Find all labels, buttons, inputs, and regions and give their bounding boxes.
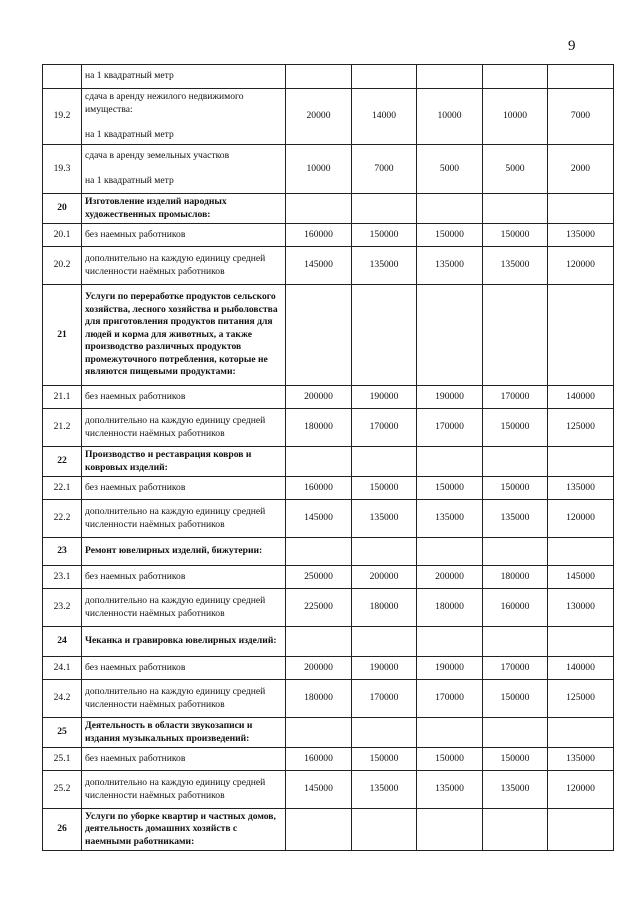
table-row: [43, 718, 614, 748]
value-cell: [286, 447, 352, 477]
value-cell: 160000: [286, 224, 352, 247]
value-cell: 150000: [483, 477, 548, 500]
value-cell: [417, 194, 483, 224]
value-cell: 135000: [352, 771, 417, 809]
value-cell: [548, 285, 614, 386]
value-cell: 190000: [352, 386, 417, 409]
row-description: Чеканка и гравировка ювелирных изделий:: [82, 627, 286, 657]
value-cell: 150000: [352, 224, 417, 247]
value-cell: 190000: [352, 657, 417, 680]
row-description: дополнительно на каждую единицу средней численности наёмных работников: [82, 589, 286, 627]
row-description: без наемных работников: [82, 477, 286, 500]
row-number: 23: [43, 538, 82, 566]
value-cell: [548, 194, 614, 224]
row-description: Услуги по уборке квартир и частных домов, деятельность домашних хозяйств с наемными работниками:: [82, 809, 286, 851]
value-cell: 135000: [483, 500, 548, 538]
row-description: дополнительно на каждую единицу средней численности наёмных работников: [82, 247, 286, 285]
value-cell: [417, 718, 483, 748]
value-cell: 170000: [483, 386, 548, 409]
value-cell: [352, 285, 417, 386]
value-cell: [548, 627, 614, 657]
table-row: [43, 477, 614, 500]
row-number: 20.2: [43, 247, 82, 285]
value-cell: [286, 809, 352, 851]
row-number: 20: [43, 194, 82, 224]
value-cell: [548, 65, 614, 89]
value-cell: [352, 809, 417, 851]
row-description: сдача в аренду нежилого недвижимого имущества: на 1 квадратный метр: [82, 89, 286, 145]
table-row: [43, 194, 614, 224]
value-cell: 150000: [417, 224, 483, 247]
table-row: [43, 771, 614, 809]
value-cell: 125000: [548, 409, 614, 447]
value-cell: [352, 447, 417, 477]
row-description: Деятельность в области звукозаписи и издания музыкальных произведений:: [82, 718, 286, 748]
value-cell: 150000: [417, 477, 483, 500]
value-cell: [548, 718, 614, 748]
table-row: [43, 65, 614, 89]
table-row: [43, 447, 614, 477]
value-cell: [286, 538, 352, 566]
value-cell: [417, 65, 483, 89]
value-cell: [483, 718, 548, 748]
row-description: без наемных работников: [82, 566, 286, 589]
row-description: сдача в аренду земельных участков на 1 квадратный метр: [82, 145, 286, 194]
value-cell: 20000: [286, 89, 352, 145]
row-number: 19.2: [43, 89, 82, 145]
table-row: [43, 566, 614, 589]
value-cell: 170000: [417, 680, 483, 718]
value-cell: 135000: [483, 247, 548, 285]
value-cell: [352, 538, 417, 566]
value-cell: [352, 718, 417, 748]
row-number: 19.3: [43, 145, 82, 194]
row-number: 24.2: [43, 680, 82, 718]
value-cell: [286, 65, 352, 89]
value-cell: 135000: [548, 477, 614, 500]
value-cell: 7000: [548, 89, 614, 145]
value-cell: 150000: [352, 748, 417, 771]
value-cell: 135000: [548, 748, 614, 771]
row-number: 22: [43, 447, 82, 477]
value-cell: 250000: [286, 566, 352, 589]
tariff-table: [42, 64, 614, 851]
value-cell: [483, 65, 548, 89]
value-cell: [548, 447, 614, 477]
value-cell: [286, 627, 352, 657]
value-cell: 135000: [417, 247, 483, 285]
value-cell: 150000: [352, 477, 417, 500]
value-cell: 225000: [286, 589, 352, 627]
table-row: [43, 386, 614, 409]
row-number: 25.1: [43, 748, 82, 771]
row-number: 25.2: [43, 771, 82, 809]
table-row: [43, 224, 614, 247]
table-row: [43, 89, 614, 145]
row-number: 23.2: [43, 589, 82, 627]
value-cell: 5000: [483, 145, 548, 194]
row-description: без наемных работников: [82, 224, 286, 247]
value-cell: 160000: [286, 477, 352, 500]
row-description: без наемных работников: [82, 386, 286, 409]
row-number: 22.1: [43, 477, 82, 500]
value-cell: 125000: [548, 680, 614, 718]
value-cell: 2000: [548, 145, 614, 194]
table-row: [43, 748, 614, 771]
value-cell: 200000: [286, 386, 352, 409]
value-cell: 135000: [483, 771, 548, 809]
row-description: дополнительно на каждую единицу средней численности наёмных работников: [82, 680, 286, 718]
table-row: [43, 627, 614, 657]
value-cell: 135000: [417, 500, 483, 538]
row-description: Изготовление изделий народных художественных промыслов:: [82, 194, 286, 224]
row-description: Ремонт ювелирных изделий, бижутерии:: [82, 538, 286, 566]
value-cell: 150000: [483, 224, 548, 247]
value-cell: [352, 65, 417, 89]
table-row: [43, 409, 614, 447]
value-cell: [286, 718, 352, 748]
row-description: дополнительно на каждую единицу средней численности наёмных работников: [82, 500, 286, 538]
value-cell: [483, 538, 548, 566]
value-cell: [483, 447, 548, 477]
value-cell: 145000: [286, 771, 352, 809]
table-row: [43, 589, 614, 627]
value-cell: 135000: [417, 771, 483, 809]
value-cell: [548, 538, 614, 566]
row-number: 22.2: [43, 500, 82, 538]
value-cell: 160000: [286, 748, 352, 771]
value-cell: 5000: [417, 145, 483, 194]
row-description: Услуги по переработке продуктов сельского хозяйства, лесного хозяйства и рыболовства для приготовления продуктов питания для людей и корма для животных, а также производство различных продуктов промежуточного потребления, которые не являются пищевыми продуктами:: [82, 285, 286, 386]
value-cell: 135000: [352, 500, 417, 538]
value-cell: 145000: [286, 500, 352, 538]
value-cell: [417, 447, 483, 477]
table-row: [43, 500, 614, 538]
row-number: 24: [43, 627, 82, 657]
value-cell: 14000: [352, 89, 417, 145]
value-cell: 150000: [417, 748, 483, 771]
row-description: дополнительно на каждую единицу средней численности наёмных работников: [82, 409, 286, 447]
row-description: Производство и реставрация ковров и ковровых изделий:: [82, 447, 286, 477]
value-cell: [286, 194, 352, 224]
row-number: 20.1: [43, 224, 82, 247]
value-cell: 180000: [417, 589, 483, 627]
page-number: 9: [568, 38, 576, 54]
value-cell: 145000: [286, 247, 352, 285]
value-cell: [286, 285, 352, 386]
value-cell: 120000: [548, 247, 614, 285]
table-row: [43, 538, 614, 566]
value-cell: 145000: [548, 566, 614, 589]
value-cell: [483, 809, 548, 851]
value-cell: 200000: [417, 566, 483, 589]
value-cell: 135000: [548, 224, 614, 247]
value-cell: 130000: [548, 589, 614, 627]
row-description: без наемных работников: [82, 657, 286, 680]
row-description: без наемных работников: [82, 748, 286, 771]
value-cell: 180000: [286, 680, 352, 718]
value-cell: [417, 627, 483, 657]
value-cell: 135000: [352, 247, 417, 285]
value-cell: 150000: [483, 748, 548, 771]
value-cell: [548, 809, 614, 851]
table-row: [43, 145, 614, 194]
value-cell: 150000: [483, 409, 548, 447]
value-cell: 190000: [417, 386, 483, 409]
value-cell: 140000: [548, 657, 614, 680]
table-row: [43, 680, 614, 718]
value-cell: 170000: [417, 409, 483, 447]
value-cell: 120000: [548, 771, 614, 809]
row-number: 23.1: [43, 566, 82, 589]
value-cell: [352, 627, 417, 657]
value-cell: 180000: [352, 589, 417, 627]
value-cell: [483, 627, 548, 657]
value-cell: 150000: [483, 680, 548, 718]
value-cell: 160000: [483, 589, 548, 627]
row-number: 21.2: [43, 409, 82, 447]
row-number: 21.1: [43, 386, 82, 409]
value-cell: 170000: [483, 657, 548, 680]
value-cell: 140000: [548, 386, 614, 409]
value-cell: 170000: [352, 680, 417, 718]
row-description: на 1 квадратный метр: [82, 65, 286, 89]
table-row: [43, 809, 614, 851]
row-number: 25: [43, 718, 82, 748]
row-number: 24.1: [43, 657, 82, 680]
table-row: [43, 247, 614, 285]
value-cell: 190000: [417, 657, 483, 680]
value-cell: 7000: [352, 145, 417, 194]
value-cell: [352, 194, 417, 224]
value-cell: 180000: [286, 409, 352, 447]
value-cell: 180000: [483, 566, 548, 589]
value-cell: 10000: [417, 89, 483, 145]
value-cell: 200000: [352, 566, 417, 589]
value-cell: 200000: [286, 657, 352, 680]
value-cell: [417, 285, 483, 386]
row-description: дополнительно на каждую единицу средней численности наёмных работников: [82, 771, 286, 809]
table-row: [43, 285, 614, 386]
value-cell: 120000: [548, 500, 614, 538]
value-cell: [483, 194, 548, 224]
row-number: [43, 65, 82, 89]
row-number: 26: [43, 809, 82, 851]
value-cell: [483, 285, 548, 386]
value-cell: 10000: [483, 89, 548, 145]
value-cell: 170000: [352, 409, 417, 447]
value-cell: [417, 538, 483, 566]
table-row: [43, 657, 614, 680]
row-number: 21: [43, 285, 82, 386]
value-cell: [417, 809, 483, 851]
value-cell: 10000: [286, 145, 352, 194]
